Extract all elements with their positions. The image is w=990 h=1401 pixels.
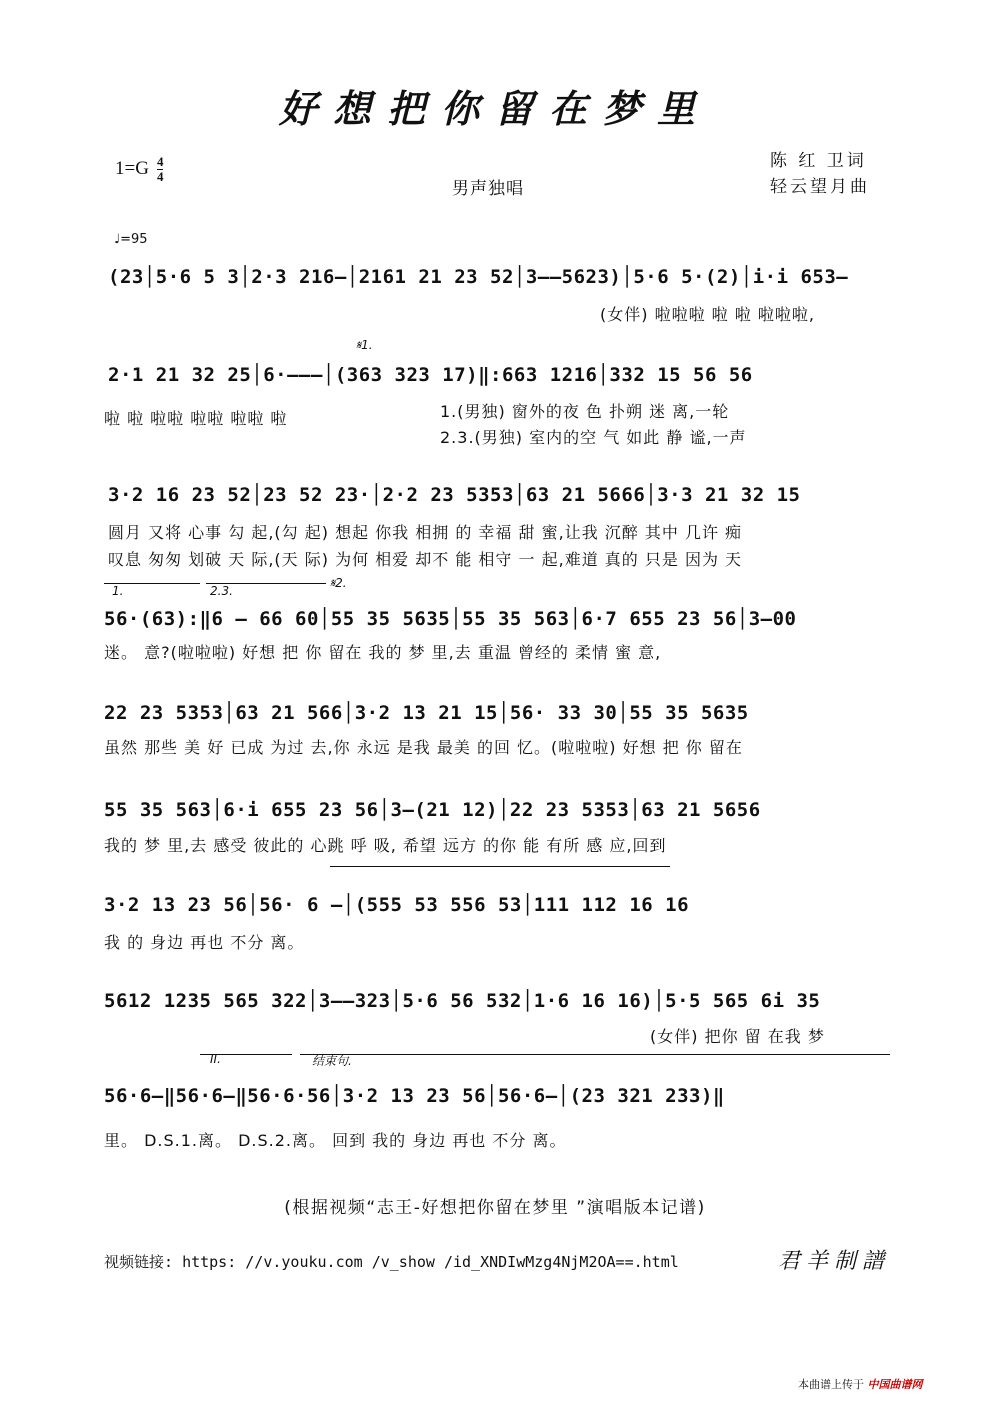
- transcriber-signature: 君羊制譜: [778, 1249, 891, 1274]
- score-row-6-notes: 55 35 563│6·i 655 23 56│3–(21 12)│22 23 5353│63 21 5656: [104, 799, 761, 821]
- key-signature: [115, 155, 163, 184]
- video-link-url[interactable]: https: //v.youku.com /v_show /id_XNDIwMzg4NjM2OA==.html: [182, 1253, 679, 1271]
- source-note: (根据视频“志王-好想把你留在梦里 ”演唱版本记谱): [284, 1198, 706, 1218]
- score-row-5-notes: 22 23 5353│63 21 566│3·2 13 21 15│56· 33 30│55 35 5635: [104, 702, 749, 724]
- time-bottom: 4: [156, 169, 164, 184]
- upload-text: 本曲谱上传于: [798, 1378, 864, 1391]
- volta-II: II.: [210, 1052, 221, 1066]
- time-top: 4: [156, 154, 164, 169]
- page-title: 好想把你留在梦里: [278, 86, 711, 131]
- score-row-5-lyrics: 虽然 那些 美 好 已成 为过 去,你 永远 是我 最美 的回 忆。(啦啦啦) 好想 把 你 留在: [104, 738, 743, 757]
- composer: 轻云望月曲: [770, 177, 870, 197]
- key-text: 1=G: [115, 157, 149, 179]
- score-row-2-verse1: 1.(男独) 窗外的夜 色 扑朔 迷 离,一轮: [440, 402, 730, 421]
- lyricist: 陈 红 卫词: [770, 151, 867, 171]
- score-row-8-lyrics: (女伴) 把你 留 在我 梦: [650, 1027, 825, 1046]
- score-row-2-notes: 2·1 21 32 25│6·–––│(363 323 17)‖:663 1216│332 15 56 56: [108, 364, 753, 386]
- video-link-label: 视频链接:: [104, 1253, 174, 1271]
- score-row-3-notes: 3·2 16 23 52│23 52 23·│2·2 23 5353│63 21 5666│3·3 21 32 15: [108, 484, 801, 506]
- volta-end: 结束句.: [312, 1054, 352, 1068]
- upload-footer: [798, 1376, 923, 1392]
- score-row-9-notes: 56·6–‖56·6–‖56·6·56│3·2 13 23 56│56·6–│(23 321 233)‖: [104, 1085, 725, 1107]
- site-logo[interactable]: 中国曲谱网: [867, 1378, 923, 1391]
- score-row-7-lyrics: 我 的 身边 再也 不分 离。: [104, 933, 305, 952]
- tempo-marking: ♩=95: [114, 232, 148, 247]
- volta-1: 1.: [112, 584, 124, 598]
- subtitle: 男声独唱: [452, 179, 524, 199]
- segno-1: 𝄋1.: [356, 338, 373, 352]
- score-row-3-verse2: 叹息 匆匆 划破 天 际,(天 际) 为何 相爱 却不 能 相守 一 起,难道 真的 只是 因为 天: [108, 550, 743, 569]
- score-row-2-verse2: 2.3.(男独) 室内的空 气 如此 静 谧,一声: [440, 428, 747, 447]
- score-row-8-notes: 5612 1235 565 322│3––323│5·6 56 532│1·6 16 16)│5·5 565 6i 35: [104, 990, 821, 1012]
- score-row-1-lyrics: (女伴) 啦啦啦 啦 啦 啦啦啦,: [600, 305, 815, 324]
- video-link: [104, 1251, 679, 1272]
- score-row-9-lyrics: 里。 D.S.1.离。 D.S.2.离。 回到 我的 身边 再也 不分 离。: [104, 1131, 567, 1150]
- volta-end-bracket: [300, 1054, 890, 1055]
- score-row-2-lyrics: 啦 啦 啦啦 啦啦 啦啦 啦: [104, 409, 288, 428]
- volta-bracket-row7: [330, 866, 670, 867]
- score-row-1-notes: (23│5·6 5 3│2·3 216–│2161 21 23 52│3––5623)│5·6 5·(2)│i·i 653–: [108, 266, 849, 288]
- volta-23: 2.3.: [210, 584, 233, 598]
- score-row-4-lyrics: 迷。 意?(啦啦啦) 好想 把 你 留在 我的 梦 里,去 重温 曾经的 柔情 蜜 意,: [104, 643, 662, 662]
- score-row-7-notes: 3·2 13 23 56│56· 6 –│(555 53 556 53│111 112 16 16: [104, 894, 690, 916]
- time-signature: [157, 155, 164, 184]
- score-row-4-notes: 56·(63):‖6 – 66 60│55 35 5635│55 35 563│6·7 655 23 56│3–00: [104, 608, 797, 630]
- segno-2: 𝄋2.: [330, 576, 347, 590]
- score-row-6-lyrics: 我的 梦 里,去 感受 彼此的 心跳 呼 吸, 希望 远方 的你 能 有所 感 应,回到: [104, 836, 667, 855]
- score-row-3-verse1: 圆月 又将 心事 勾 起,(勾 起) 想起 你我 相拥 的 幸福 甜 蜜,让我 沉醉 其中 几许 痴: [108, 523, 743, 542]
